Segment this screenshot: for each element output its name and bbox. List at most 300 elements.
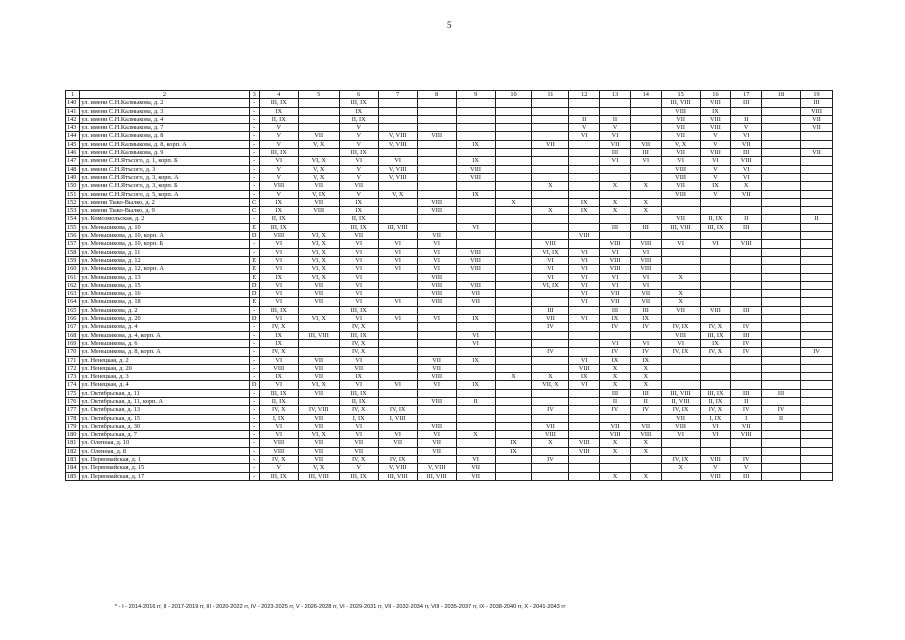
table-cell: 172 (66, 364, 80, 372)
table-cell (661, 207, 700, 215)
column-header: 17 (731, 91, 762, 99)
table-cell (762, 356, 801, 364)
table-cell: V (700, 165, 731, 173)
address-cell: ул. имени С.Н.Ятъсого, д. 1, корп. Б (80, 157, 249, 165)
table-cell (456, 215, 495, 223)
table-cell (661, 256, 700, 264)
table-cell: VIII (417, 132, 456, 140)
table-cell: X (600, 207, 631, 215)
table-cell: IX (700, 182, 731, 190)
table-cell: C (249, 198, 259, 206)
table-cell (600, 464, 631, 472)
table-cell: - (249, 165, 259, 173)
table-cell: 176 (66, 397, 80, 405)
table-cell: VI (339, 290, 378, 298)
table-cell: 167 (66, 323, 80, 331)
table-row (66, 124, 833, 132)
table-cell: IV (801, 348, 833, 356)
table-cell: VIII (661, 331, 700, 339)
table-cell (731, 256, 762, 264)
table-cell (801, 273, 833, 281)
table-cell (298, 99, 339, 107)
table-row (66, 182, 833, 190)
table-cell: VI (569, 273, 600, 281)
table-cell (495, 306, 532, 314)
table-cell: VI (339, 265, 378, 273)
table-cell: III, IX (259, 472, 298, 480)
table-cell (532, 464, 569, 472)
table-cell (456, 373, 495, 381)
table-cell: V, X (298, 173, 339, 181)
table-cell: V, VIII (378, 173, 417, 181)
table-cell: III, IX (700, 331, 731, 339)
table-cell (456, 389, 495, 397)
table-cell: VII (661, 149, 700, 157)
table-cell (417, 182, 456, 190)
address-cell: ул. имени Тыко-Вылко, д. 9 (80, 207, 249, 215)
table-cell: X (661, 290, 700, 298)
table-row (66, 290, 833, 298)
table-cell: VIII (700, 115, 731, 123)
table-cell: V, X (298, 140, 339, 148)
table-cell (417, 140, 456, 148)
table-cell (630, 124, 661, 132)
table-cell: 166 (66, 315, 80, 323)
table-cell (801, 265, 833, 273)
table-row (66, 132, 833, 140)
table-cell (456, 306, 495, 314)
table-cell: X (600, 198, 631, 206)
table-cell: VI (630, 157, 661, 165)
table-cell (762, 190, 801, 198)
table-cell: VI, X (298, 248, 339, 256)
table-cell (417, 124, 456, 132)
table-cell: X (495, 373, 532, 381)
table-cell (569, 397, 600, 405)
address-cell: ул. Меньшикова, д. 20 (80, 315, 249, 323)
address-cell: ул. Ненецкая, д. 2 (80, 356, 249, 364)
address-cell: ул. имени С.Н.Калмыкова, д. 8, корп. А (80, 140, 249, 148)
table-cell: VI (259, 281, 298, 289)
table-cell (532, 149, 569, 157)
table-cell: V, X (298, 464, 339, 472)
table-cell (456, 107, 495, 115)
table-row (66, 348, 833, 356)
table-cell: VI (569, 248, 600, 256)
table-cell (801, 306, 833, 314)
table-cell (762, 315, 801, 323)
table-cell (532, 472, 569, 480)
table-cell (532, 190, 569, 198)
table-cell (378, 331, 417, 339)
address-cell: ул. имени С.Н.Калмыкова, д. 7 (80, 124, 249, 132)
table-cell (762, 157, 801, 165)
table-cell (801, 439, 833, 447)
table-cell: X (661, 298, 700, 306)
table-row (66, 389, 833, 397)
table-cell (378, 306, 417, 314)
table-cell: VI (417, 431, 456, 439)
table-cell: VII (339, 447, 378, 455)
address-cell: ул. Меньшикова, д. 13 (80, 273, 249, 281)
table-cell: 173 (66, 373, 80, 381)
table-cell (417, 323, 456, 331)
table-cell: IV, X (700, 406, 731, 414)
table-cell: VI (700, 240, 731, 248)
table-cell: 153 (66, 207, 80, 215)
column-header: 16 (700, 91, 731, 99)
table-cell: III, IX (339, 331, 378, 339)
table-cell: V (339, 190, 378, 198)
table-cell: - (249, 397, 259, 405)
table-cell (417, 173, 456, 181)
table-cell: VI (569, 265, 600, 273)
table-cell (569, 182, 600, 190)
table-cell: VI (700, 422, 731, 430)
table-cell (700, 232, 731, 240)
table-cell (456, 124, 495, 132)
table-cell: VI (661, 240, 700, 248)
table-cell (700, 381, 731, 389)
table-cell (495, 182, 532, 190)
table-cell (630, 464, 661, 472)
address-cell: ул. имени С.Н.Калмыкова, д. 2 (80, 99, 249, 107)
table-cell: VIII (532, 431, 569, 439)
table-cell: VIII (456, 248, 495, 256)
table-cell (731, 298, 762, 306)
table-cell (456, 232, 495, 240)
column-header: 18 (762, 91, 801, 99)
table-cell: IV, X (259, 456, 298, 464)
table-cell: IX (700, 339, 731, 347)
table-cell: VI (339, 315, 378, 323)
table-cell: VII (298, 456, 339, 464)
table-cell (495, 190, 532, 198)
table-cell: IX (630, 315, 661, 323)
table-cell: IV, X (339, 339, 378, 347)
table-cell: IV (532, 406, 569, 414)
table-cell: VII (298, 364, 339, 372)
table-cell: IX (456, 190, 495, 198)
table-cell (762, 431, 801, 439)
table-cell (456, 182, 495, 190)
table-cell: 150 (66, 182, 80, 190)
table-cell: VI (378, 265, 417, 273)
table-cell (532, 339, 569, 347)
table-cell: VIII (700, 456, 731, 464)
table-cell: VI (378, 431, 417, 439)
table-cell: V (259, 124, 298, 132)
table-cell (417, 215, 456, 223)
table-cell (532, 232, 569, 240)
table-cell: III, VIII (378, 223, 417, 231)
table-row (66, 215, 833, 223)
table-cell (378, 348, 417, 356)
table-cell: V (259, 190, 298, 198)
table-cell (569, 157, 600, 165)
address-cell: ул. Октябрьская, д. 11, корп. А (80, 397, 249, 405)
table-cell: IV, X (259, 406, 298, 414)
table-cell: VI, X (298, 381, 339, 389)
table-cell (569, 223, 600, 231)
table-cell (661, 248, 700, 256)
table-cell: VII (298, 281, 339, 289)
table-cell: - (249, 356, 259, 364)
table-cell: VII (630, 290, 661, 298)
table-cell (495, 464, 532, 472)
column-header: 15 (661, 91, 700, 99)
table-cell: VII (298, 182, 339, 190)
table-cell (762, 240, 801, 248)
table-cell: VIII (630, 256, 661, 264)
table-cell: IV (630, 348, 661, 356)
table-cell (661, 381, 700, 389)
table-cell: VI, X (298, 265, 339, 273)
table-cell (762, 298, 801, 306)
address-cell: ул. имени С.Н.Ятъсого, д. 3, корп. А (80, 173, 249, 181)
address-cell: ул. имени С.Н.Калмыкова, д. 3 (80, 107, 249, 115)
table-row (66, 240, 833, 248)
table-row (66, 281, 833, 289)
table-cell (762, 290, 801, 298)
table-row (66, 115, 833, 123)
table-cell (801, 414, 833, 422)
table-cell (762, 422, 801, 430)
table-cell: IV, IX (378, 406, 417, 414)
table-cell: IX (456, 315, 495, 323)
table-row (66, 256, 833, 264)
table-cell (569, 149, 600, 157)
table-cell: VIII (600, 265, 631, 273)
table-cell (495, 173, 532, 181)
table-cell: - (249, 456, 259, 464)
table-cell (569, 331, 600, 339)
table-cell: IX (259, 373, 298, 381)
table-cell: VII (731, 140, 762, 148)
table-cell: VII (630, 422, 661, 430)
table-cell: VII (339, 182, 378, 190)
table-cell: VI, X (298, 273, 339, 281)
table-cell (456, 240, 495, 248)
table-cell (378, 99, 417, 107)
table-row (66, 107, 833, 115)
table-cell: II, IX (259, 115, 298, 123)
table-cell (762, 215, 801, 223)
table-cell: - (249, 323, 259, 331)
table-cell: V (731, 464, 762, 472)
table-cell (417, 223, 456, 231)
table-cell (731, 315, 762, 323)
table-cell: VII (298, 447, 339, 455)
table-cell (495, 232, 532, 240)
table-cell: 182 (66, 447, 80, 455)
table-cell: VI (731, 132, 762, 140)
table-cell (700, 315, 731, 323)
table-cell (630, 331, 661, 339)
table-cell (298, 107, 339, 115)
table-cell (801, 157, 833, 165)
table-cell: - (249, 364, 259, 372)
table-cell (801, 248, 833, 256)
table-cell: VI, X (298, 315, 339, 323)
table-cell: VIII (456, 281, 495, 289)
table-cell (630, 215, 661, 223)
table-cell: 152 (66, 198, 80, 206)
table-cell: III, IX (259, 99, 298, 107)
column-header: 14 (630, 91, 661, 99)
table-cell: III (600, 149, 631, 157)
table-cell: VII (600, 290, 631, 298)
table-cell: II (630, 397, 661, 405)
table-cell (532, 414, 569, 422)
table-cell (378, 107, 417, 115)
table-cell: IV, IX (661, 348, 700, 356)
table-cell: VI (378, 248, 417, 256)
table-cell: VI (630, 339, 661, 347)
table-cell (456, 132, 495, 140)
table-cell: IV (532, 323, 569, 331)
table-cell: VI (259, 256, 298, 264)
table-cell (378, 373, 417, 381)
table-cell: VIII (417, 207, 456, 215)
table-cell: VIII (417, 373, 456, 381)
table-cell: VI (259, 157, 298, 165)
table-row (66, 207, 833, 215)
table-cell (378, 182, 417, 190)
table-row (66, 265, 833, 273)
table-cell (762, 132, 801, 140)
address-cell: ул. Октябрьская, д. 11 (80, 389, 249, 397)
table-cell: III, VIII (378, 472, 417, 480)
table-cell (731, 364, 762, 372)
table-cell (495, 381, 532, 389)
table-cell: VI (600, 339, 631, 347)
table-cell (495, 157, 532, 165)
table-cell (298, 149, 339, 157)
table-cell: III, IX (700, 389, 731, 397)
table-cell: III (532, 306, 569, 314)
table-cell: III (630, 306, 661, 314)
table-cell: X (600, 447, 631, 455)
table-row (66, 190, 833, 198)
table-cell: IX (456, 157, 495, 165)
table-cell (762, 248, 801, 256)
table-cell (456, 439, 495, 447)
table-cell: VII (532, 422, 569, 430)
table-cell: 184 (66, 464, 80, 472)
table-cell (495, 207, 532, 215)
table-cell (700, 298, 731, 306)
table-cell: D (249, 381, 259, 389)
table-cell: III, IX (259, 223, 298, 231)
table-cell: I (731, 414, 762, 422)
table-cell: II (600, 397, 631, 405)
table-row (66, 464, 833, 472)
address-cell: ул. Меньшикова, д. 11 (80, 248, 249, 256)
table-cell: - (249, 173, 259, 181)
table-cell (532, 132, 569, 140)
table-cell: III (630, 223, 661, 231)
table-cell (298, 115, 339, 123)
address-cell: ул. Меньшикова, д. 2 (80, 306, 249, 314)
table-cell (731, 198, 762, 206)
table-cell: VIII (661, 165, 700, 173)
address-cell: ул. имени С.Н.Ятъсого, д. 3 (80, 165, 249, 173)
table-cell (417, 406, 456, 414)
address-cell: ул. Ненецкая, д. 3 (80, 373, 249, 381)
table-cell: VI (339, 240, 378, 248)
table-cell (456, 323, 495, 331)
table-cell: IV (532, 348, 569, 356)
table-cell: E (249, 265, 259, 273)
table-cell (762, 232, 801, 240)
table-cell: VI (259, 422, 298, 430)
table-cell: VIII (600, 431, 631, 439)
table-cell: III (801, 99, 833, 107)
address-cell: ул. Меньшикова, д. 4, корп. А (80, 331, 249, 339)
table-cell: VI, IX (532, 281, 569, 289)
table-cell: IV, X (259, 348, 298, 356)
table-cell (378, 389, 417, 397)
table-cell: III (630, 389, 661, 397)
table-cell: VIII (731, 240, 762, 248)
table-cell (731, 373, 762, 381)
table-cell: - (249, 306, 259, 314)
table-cell: 143 (66, 124, 80, 132)
table-cell: VII (417, 232, 456, 240)
table-cell (801, 422, 833, 430)
table-cell: - (249, 422, 259, 430)
table-cell (495, 331, 532, 339)
table-cell: 155 (66, 223, 80, 231)
table-cell (378, 115, 417, 123)
table-cell: III (600, 223, 631, 231)
table-cell (532, 389, 569, 397)
table-cell (801, 140, 833, 148)
table-cell (801, 182, 833, 190)
table-cell: X (630, 207, 661, 215)
table-cell (731, 107, 762, 115)
table-cell (801, 190, 833, 198)
table-cell: VI (569, 256, 600, 264)
table-cell: VII (298, 198, 339, 206)
table-cell: IV, X (700, 323, 731, 331)
address-cell: ул. Меньшикова, д. 15 (80, 281, 249, 289)
table-cell (495, 140, 532, 148)
table-cell: V, VIII (417, 464, 456, 472)
table-cell: VII (661, 124, 700, 132)
table-cell (762, 149, 801, 157)
table-cell (762, 397, 801, 405)
address-cell: ул. имени С.Н.Ятъсого, д. 3, корп. Б (80, 182, 249, 190)
table-cell (495, 265, 532, 273)
table-cell: 162 (66, 281, 80, 289)
table-cell: II, IX (339, 397, 378, 405)
table-cell: 169 (66, 339, 80, 347)
table-cell: I, IX (700, 414, 731, 422)
table-cell: V (259, 464, 298, 472)
table-row (66, 140, 833, 148)
table-cell: III (731, 472, 762, 480)
table-cell: IV, VIII (298, 406, 339, 414)
table-cell (495, 273, 532, 281)
table-cell (630, 107, 661, 115)
table-cell (731, 265, 762, 273)
table-cell (532, 447, 569, 455)
table-cell: IV (600, 348, 631, 356)
table-cell: IV (731, 348, 762, 356)
table-cell (456, 422, 495, 430)
